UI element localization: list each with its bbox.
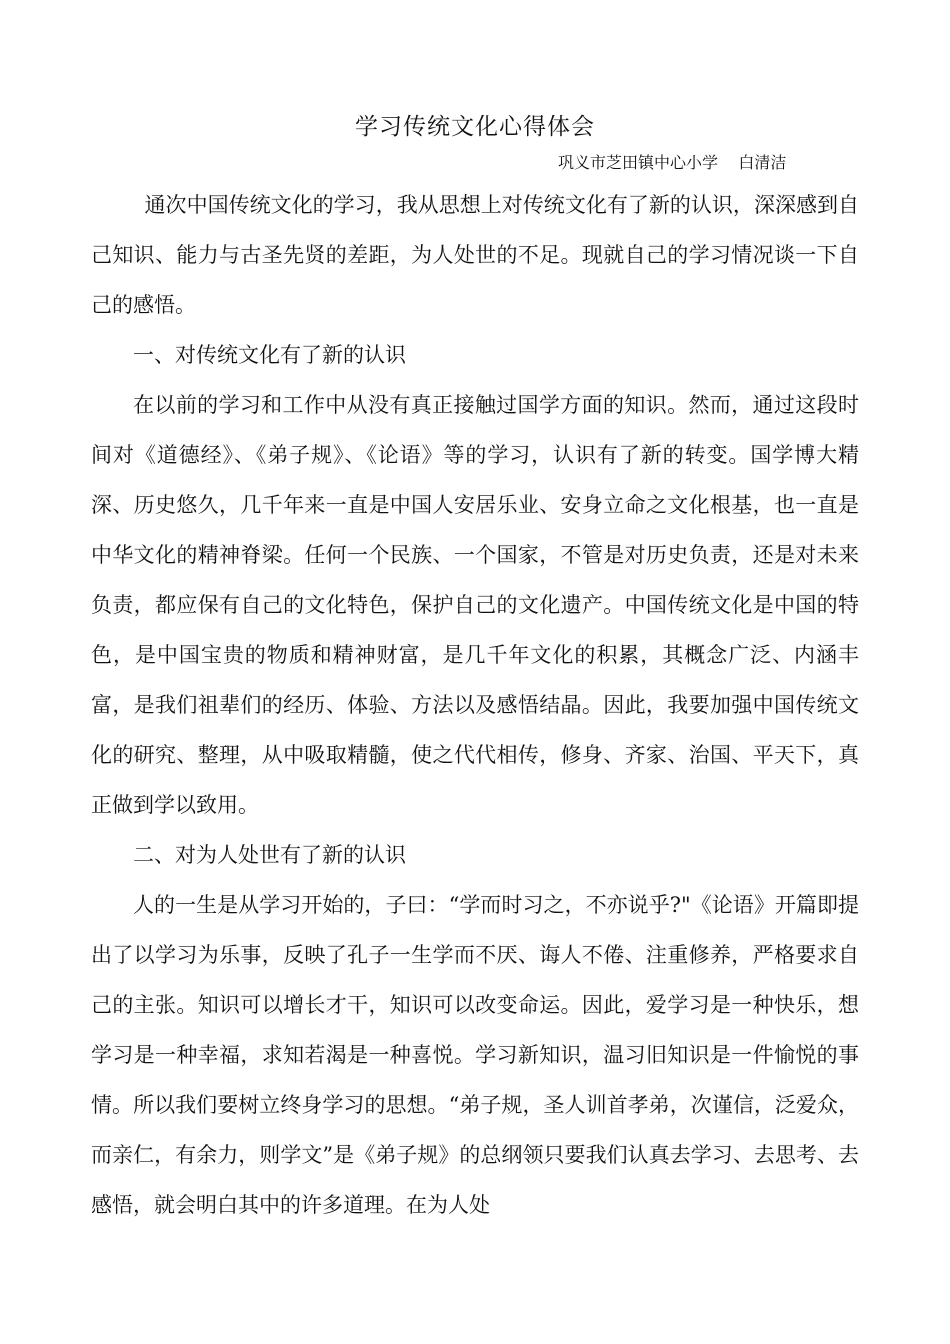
section-heading-2: 二、对为人处世有了新的认识 bbox=[133, 843, 406, 867]
paragraph-section-2: 人的一生是从学习开始的，子曰：“学而时习之，不亦说乎?"《论语》开篇即提出了以学习为乐事，反映了孔子一生学而不厌、诲人不倦、注重修养，严格要求自己的主张。知识可以增长才干，知识可以改变命运。因此，爱学习是一种快乐，想学习是一种幸福，求知若渴是一种喜悦。学习新知识，温习旧知识是一件愉悦的事情。所以我们要树立终身学习的思想。“弟子规，圣人训首孝弟，次谨信，泛爱众，而亲仁，有余力，则学文”是《弟子规》的总纲领只要我们认真去学习、去思考、去感悟，就会明白其中的许多道理。在为人处 bbox=[91, 893, 859, 1217]
section-heading-1: 一、对传统文化有了新的认识 bbox=[133, 343, 406, 367]
document-title: 学习传统文化心得体会 bbox=[355, 114, 595, 140]
document-body bbox=[91, 180, 859, 1230]
paragraph-intro: 通次中国传统文化的学习，我从思想上对传统文化有了新的认识，深深感到自己知识、能力与古圣先贤的差距，为人处世的不足。现就自己的学习情况谈一下自己的感悟。 bbox=[91, 193, 859, 317]
paragraph-section-1: 在以前的学习和工作中从没有真正接触过国学方面的知识。然而，通过这段时间对《道德经》、《弟子规》、《论语》等的学习，认识有了新的转变。国学博大精深、历史悠久，几千年来一直是中国人安居乐业、安身立命之文化根基，也一直是中华文化的精神脊梁。任何一个民族、一个国家，不管是对历史负责，还是对未来负责，都应保有自己的文化特色，保护自己的文化遗产。中国传统文化是中国的特色，是中国宝贵的物质和精神财富，是几千年文化的积累，其概念广泛、内涵丰富，是我们祖辈们的经历、体验、方法以及感悟结晶。因此，我要加强中国传统文化的研究、整理，从中吸取精髓，使之代代相传，修身、齐家、治国、平天下，真正做到学以致用。 bbox=[91, 393, 859, 817]
author-line: 巩义市芝田镇中心小学 白清洁 bbox=[558, 153, 787, 172]
